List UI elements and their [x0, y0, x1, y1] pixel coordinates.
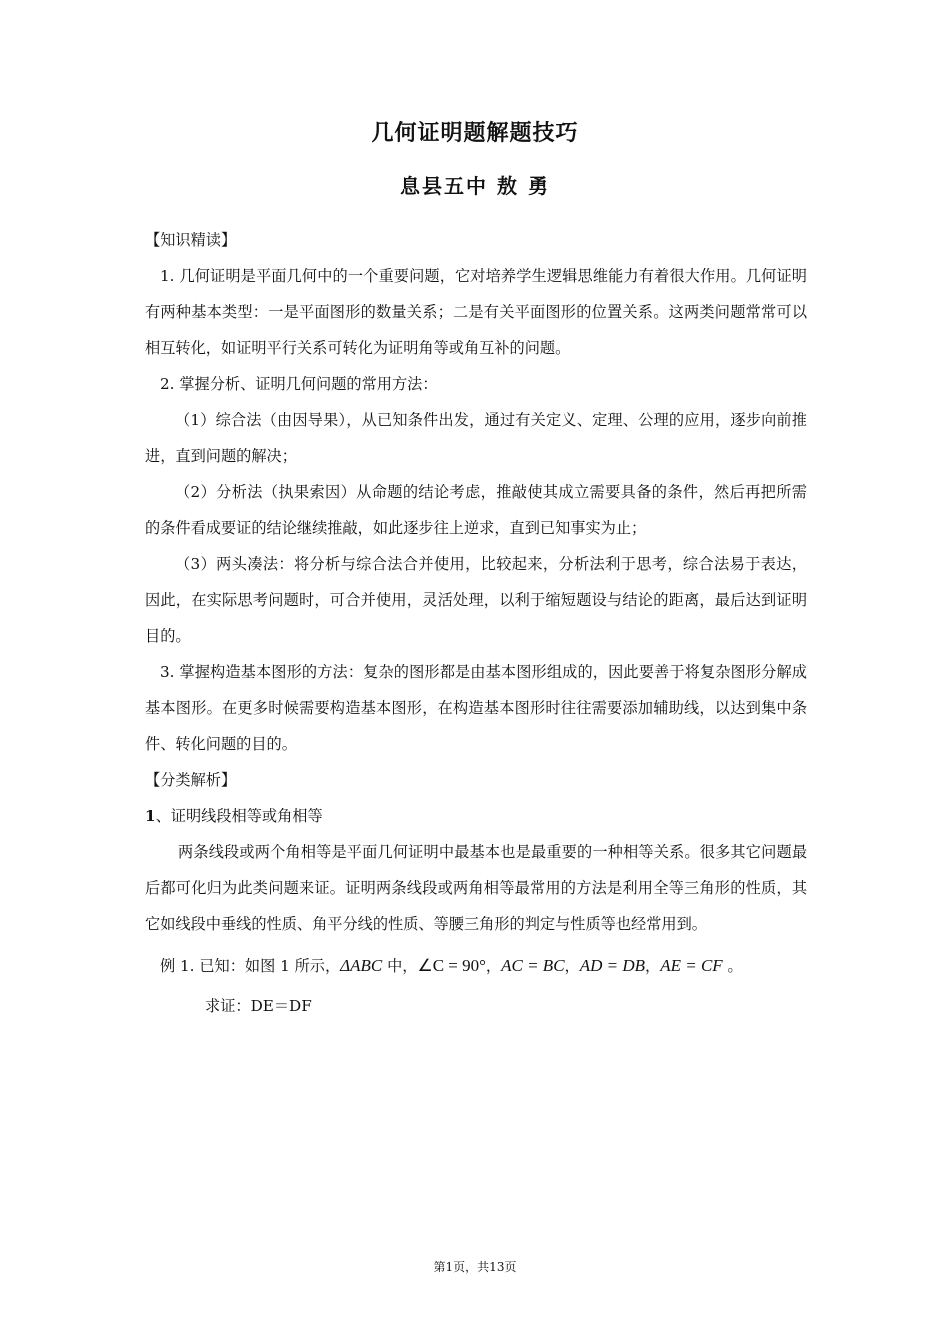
paragraph-3: 3. 掌握构造基本图形的方法：复杂的图形都是由基本图形组成的，因此要善于将复杂图形分解成基本图形。在更多时候需要构造基本图形，在构造基本图形时往往需要添加辅助线，以达到集中条件、转化问题的目的。	[145, 663, 807, 753]
separator-2: ，	[564, 957, 580, 975]
example-end: 。	[722, 957, 743, 975]
paragraph-2-3: （3）两头凑法：将分析与综合法合并使用，比较起来，分析法利于思考，综合法易于表达，因此，在实际思考问题时，可合并使用，灵活处理，以利于缩短题设与结论的距离，最后达到证明目的。	[145, 555, 807, 645]
document-author: 息县五中 敖 勇	[400, 174, 550, 198]
subsection-title: 、证明线段相等或角相等	[155, 807, 323, 825]
equation-ac-bc: AC = BC	[501, 956, 565, 975]
subsection-number: 1	[145, 807, 156, 825]
example-1	[145, 948, 807, 984]
equation-ad-db: AD = DB	[579, 956, 646, 975]
section-heading-knowledge: 【知识精读】	[145, 231, 237, 249]
subsection-heading-1	[145, 798, 807, 834]
separator-1: ，	[485, 957, 502, 975]
paragraph-1: 1. 几何证明是平面几何中的一个重要问题，它对培养学生逻辑思维能力有着很大作用。几何证明有两种基本类型：一是平面图形的数量关系；二是有关平面图形的位置关系。这两类问题常常可以相互转化，如证明平行关系可转化为证明角等或角互补的问题。	[145, 267, 807, 357]
paragraph-2: 2. 掌握分析、证明几何问题的常用方法：	[160, 375, 438, 393]
triangle-symbol: ΔABC	[340, 956, 383, 975]
page-footer: 第1页，共13页	[433, 1260, 517, 1274]
proof-statement: 求证：DE＝DF	[205, 997, 312, 1015]
equation-ae-cf: AE = CF	[660, 956, 723, 975]
document-title: 几何证明题解题技巧	[371, 121, 579, 146]
document-body	[145, 222, 807, 1024]
separator-3: ，	[645, 957, 661, 975]
example-in: 中，	[382, 957, 418, 975]
example-prefix: 例 1. 已知：如图 1 所示，	[160, 957, 341, 975]
subsection-paragraph: 两条线段或两个角相等是平面几何证明中最基本也是最重要的一种相等关系。很多其它问题最后都可化归为此类问题来证。证明两条线段或两角相等最常用的方法是利用全等三角形的性质，其它如线段中垂线的性质、角平分线的性质、等腰三角形的判定与性质等也经常用到。	[145, 843, 807, 933]
paragraph-2-2: （2）分析法（执果索因）从命题的结论考虑，推敲使其成立需要具备的条件，然后再把所需的条件看成要证的结论继续推敲，如此逐步往上逆求，直到已知事实为止；	[145, 483, 807, 537]
section-heading-classify: 【分类解析】	[145, 771, 237, 789]
paragraph-2-1: （1）综合法（由因导果），从已知条件出发，通过有关定义、定理、公理的应用，逐步向前推进，直到问题的解决；	[145, 411, 807, 465]
angle-condition: ∠C = 90°	[417, 956, 486, 975]
